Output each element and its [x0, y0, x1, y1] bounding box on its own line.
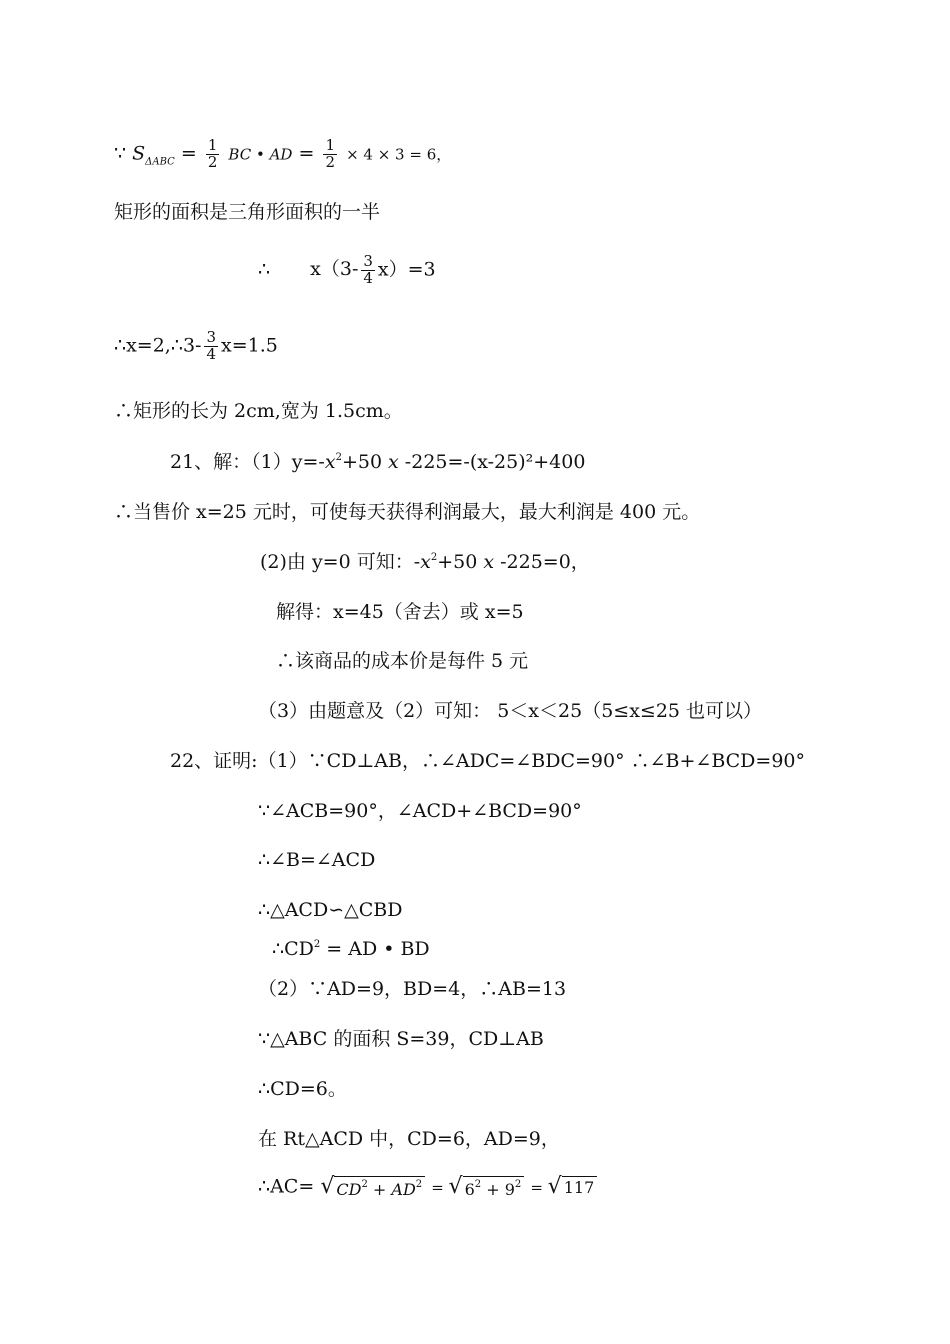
problem-22-line: 22、证明:（1）∵CD⊥AB，∴∠ADC=∠BDC=90° ∴∠B+∠BCD=90°	[170, 750, 806, 772]
because-symbol: ∵	[114, 142, 127, 165]
proof-line: $\therefore CD^2$ = AD • BD	[272, 938, 430, 960]
area-subscript: ΔABC	[145, 156, 175, 168]
bc-times-ad: BC • AD	[228, 145, 293, 164]
proof-line: ∵∠ACB=90°，∠ACD+∠BCD=90°	[258, 800, 582, 822]
fraction-three-quarters: $\frac{3}{4}$	[206, 328, 216, 363]
proof-line: 在 Rt△ACD 中，CD=6，AD=9，	[258, 1128, 560, 1150]
cost-price-text: ∴该商品的成本价是每件 5 元	[276, 650, 529, 672]
proof-line: （2）∵AD=9，BD=4，∴AB=13	[258, 978, 567, 1000]
rectangle-half-text: 矩形的面积是三角形面积的一半	[114, 201, 381, 223]
area-symbol: S	[132, 142, 146, 165]
part-3-text: （3）由题意及（2）可知： 5＜x＜25（5≤x≤25 也可以）	[258, 700, 763, 722]
ac-sqrt-line: ∴AC= √ $CD^2 + AD^2$ = √ $6^2 + 9^2$ = √ 117	[258, 1176, 597, 1199]
sqrt-expression: √ 117	[548, 1176, 598, 1198]
equals-sign: =	[180, 142, 203, 165]
part-2-line: (2)由 y=0 可知：$-x^2+50$ x -225=0，	[260, 551, 590, 573]
therefore-symbol: ∴	[258, 258, 271, 281]
rectangle-dimensions: ∴矩形的长为 2cm,宽为 1.5cm。	[114, 400, 403, 422]
sqrt-expression: √ $CD^2 + AD^2$	[320, 1176, 425, 1199]
problem-21-line: 21、解：$(1)y=-x^2+50$ x -225=-(x-25)²+400	[170, 451, 586, 473]
fraction-half: $\frac{1}{2}$	[325, 136, 336, 171]
solution-line: ∴x=2,∴3- $\frac{3}{4}$ x=1.5	[114, 328, 278, 363]
fraction-half: $\frac{1}{2}$	[207, 136, 218, 171]
fraction-three-quarters: $\frac{3}{4}$	[363, 252, 373, 287]
equation-line: ∴ x（3- $\frac{3}{4}$ x）=3	[258, 252, 436, 287]
area-triangle-line	[114, 138, 451, 171]
proof-line: ∵△ABC 的面积 S=39，CD⊥AB	[258, 1028, 544, 1050]
proof-line: ∴CD=6。	[258, 1078, 347, 1100]
area-result: × 4 × 3 = 6，	[346, 145, 452, 164]
proof-line: ∴∠B=∠ACD	[258, 849, 376, 871]
max-profit-text: ∴当售价 x=25 元时，可使每天获得利润最大，最大利润是 400 元。	[114, 501, 701, 523]
equals-sign: =	[298, 142, 321, 165]
solution-text: 解得：x=45（舍去）或 x=5	[276, 601, 524, 623]
proof-line: ∴△ACD∽△CBD	[258, 899, 403, 921]
sqrt-expression: √ $6^2 + 9^2$	[449, 1176, 525, 1199]
